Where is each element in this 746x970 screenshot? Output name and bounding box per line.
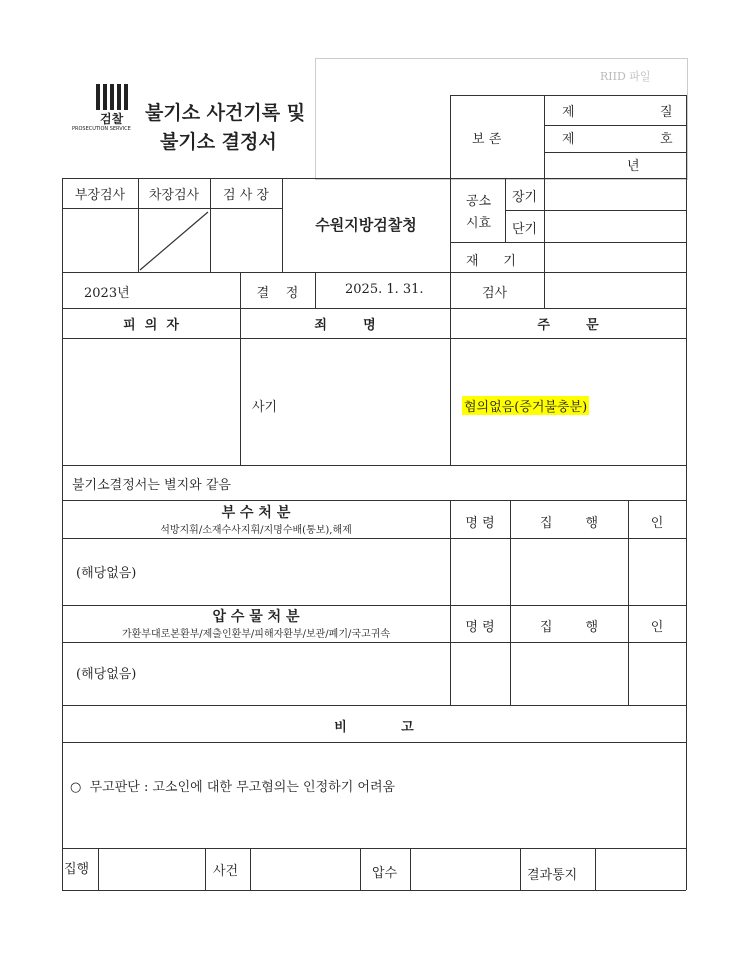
footer-seizure: 압수: [372, 866, 398, 881]
table-rule: [62, 642, 686, 643]
table-rule: [62, 308, 686, 309]
table-rule: [450, 272, 451, 465]
table-rule: [62, 705, 686, 706]
no-suffix: 호: [660, 132, 673, 147]
preservation-label: 보 존: [472, 132, 502, 147]
table-rule: [62, 500, 686, 501]
ancillary-title: 부 수 처 분: [221, 505, 291, 521]
office-name: 수원지방검찰청: [315, 216, 417, 234]
footer-case: 사건: [213, 864, 239, 879]
table-rule: [450, 242, 686, 243]
statute-label-1: 공소: [466, 194, 492, 209]
faint-stamp: RIID 파일: [600, 70, 651, 83]
seized-content: (해당없음): [76, 667, 137, 682]
charge-value: 사기: [252, 400, 278, 415]
case-year: 2023년: [84, 286, 130, 301]
strike-line: [138, 208, 210, 272]
table-rule: [62, 538, 686, 539]
seized-execution: 집 행: [539, 620, 599, 635]
no-prefix: 제: [562, 132, 575, 147]
seized-seal: 인: [650, 620, 664, 635]
table-rule: [686, 95, 687, 890]
vol-suffix: 질: [660, 105, 673, 120]
statute-label-2: 시효: [466, 216, 492, 231]
table-rule: [544, 178, 545, 272]
table-rule: [250, 848, 251, 890]
ancillary-subtitle: 석방지휘/소재수사지휘/지명수배(통보),해제: [160, 525, 352, 536]
footer-notice: 결과통지: [527, 868, 578, 883]
logo-subtext: PROSECUTION SERVICE: [72, 126, 131, 132]
table-rule: [450, 178, 451, 272]
statute-restart: 재 기: [466, 254, 516, 269]
title-line1: 불기소 사건기록 및: [145, 102, 306, 124]
statute-short: 단기: [512, 222, 538, 237]
prosecution-logo: [96, 84, 130, 110]
table-rule: [62, 848, 686, 849]
table-rule: [544, 125, 686, 126]
approval-deputy: 차장검사: [148, 188, 200, 203]
table-rule: [505, 210, 686, 211]
table-rule: [450, 95, 686, 96]
footer-execution: 집행: [64, 862, 90, 877]
seized-subtitle: 가환부대로본환부/제출인환부/피해자환부/보관/폐기/국고귀속: [121, 629, 390, 640]
table-rule: [360, 848, 361, 890]
table-rule: [62, 178, 686, 179]
ancillary-execution: 집 행: [539, 516, 599, 531]
statute-long: 장기: [512, 190, 538, 205]
table-rule: [62, 272, 686, 273]
table-rule: [544, 95, 545, 178]
remarks-content: ○ 무고판단 : 고소인에 대한 무고혐의는 인정하기 어려움: [70, 780, 396, 795]
decision-date: 2025. 1. 31.: [345, 282, 424, 297]
suspect-header: 피 의 자: [123, 318, 179, 333]
ancillary-seal: 인: [650, 516, 664, 531]
table-rule: [205, 848, 206, 890]
table-rule: [315, 272, 316, 308]
decision-label: 결 정: [256, 286, 299, 301]
approval-chief: 부장검사: [74, 188, 126, 203]
vol-prefix: 제: [562, 105, 575, 120]
ancillary-order: 명 령: [465, 516, 495, 531]
table-rule: [544, 272, 545, 308]
decision-note: 불기소결정서는 별지와 같음: [72, 478, 231, 493]
charge-header: 죄 명: [314, 318, 376, 333]
table-rule: [595, 848, 596, 890]
approval-head: 검 사 장: [223, 188, 269, 203]
seized-order: 명 령: [465, 620, 495, 635]
table-rule: [544, 152, 686, 153]
logo-text: 검찰: [100, 112, 124, 126]
table-rule: [62, 890, 686, 891]
prosecutor-label: 검사: [482, 286, 508, 301]
remarks-title: 비 고: [334, 720, 414, 735]
disposition-header: 주 문: [537, 318, 599, 333]
seized-title: 압 수 물 처 분: [212, 609, 300, 625]
ancillary-content: (해당없음): [76, 566, 137, 581]
table-rule: [450, 95, 451, 178]
table-rule: [98, 848, 99, 890]
table-rule: [520, 848, 521, 890]
year-label: 년: [627, 159, 640, 174]
table-rule: [62, 465, 686, 466]
table-rule: [62, 338, 686, 339]
disposition-value: 혐의없음(증거불충분): [462, 396, 589, 415]
table-rule: [410, 848, 411, 890]
title-line2: 불기소 결정서: [160, 131, 277, 153]
table-rule: [62, 742, 686, 743]
